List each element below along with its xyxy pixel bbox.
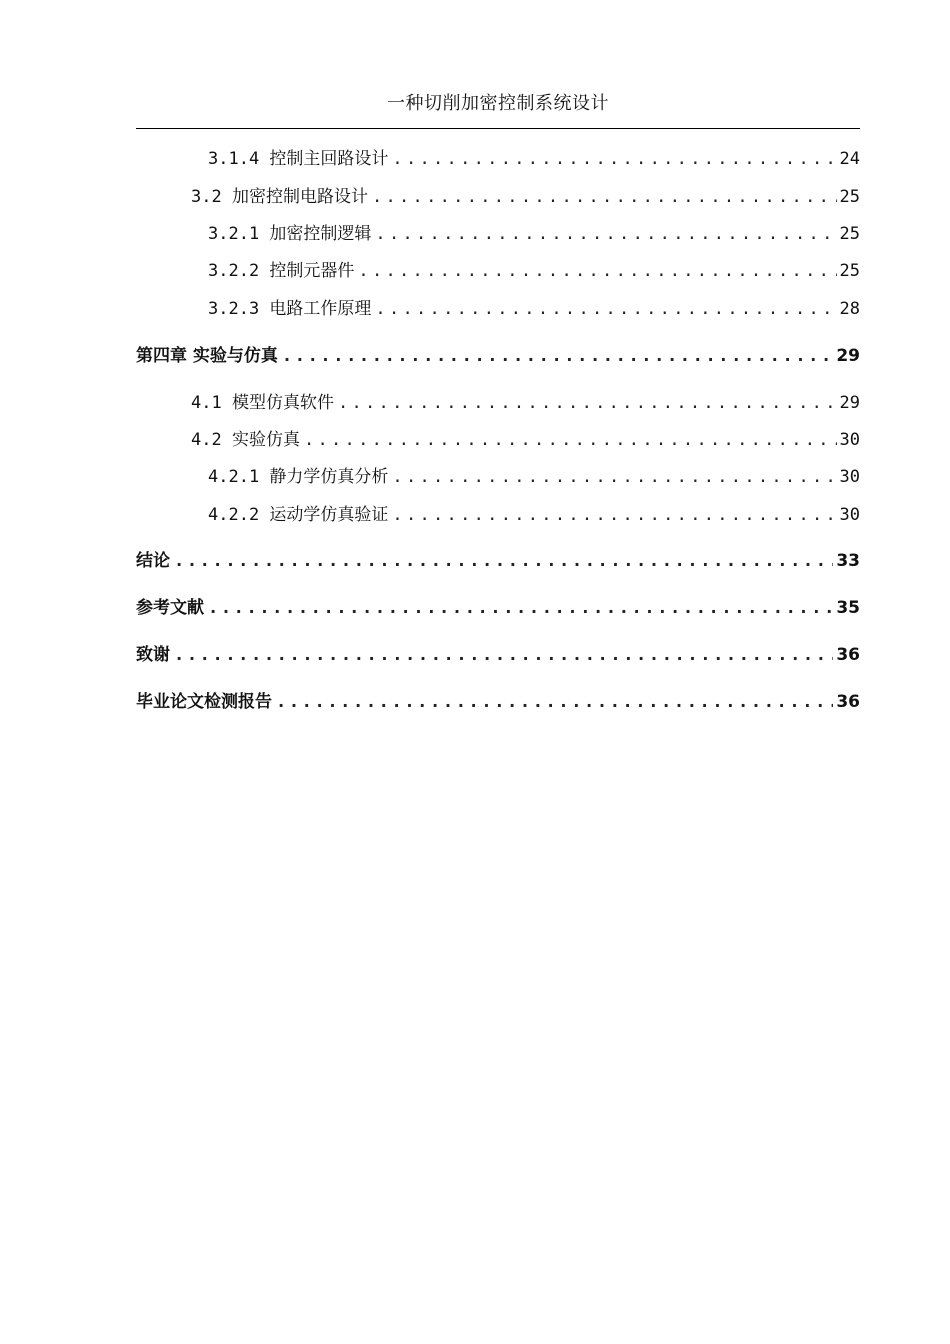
toc-entry-plagiarism-report[interactable] bbox=[0, 687, 860, 712]
toc-entry-page: 30 bbox=[839, 430, 860, 450]
toc-entry-label: 参考文献 bbox=[136, 598, 204, 618]
toc-entry-3-2[interactable] bbox=[0, 182, 860, 207]
toc-entry-label: 4.1 模型仿真软件 bbox=[191, 393, 334, 413]
toc-entry-label: 4.2.2 运动学仿真验证 bbox=[208, 505, 389, 525]
toc-entry-4-2[interactable] bbox=[0, 425, 860, 450]
toc-entry-page: 25 bbox=[839, 261, 860, 281]
toc-entry-4-1[interactable] bbox=[0, 388, 860, 413]
toc-leader-dots bbox=[208, 598, 833, 618]
page-header-title: 一种切削加密控制系统设计 bbox=[387, 93, 609, 114]
toc-entry-3-2-1[interactable] bbox=[0, 219, 860, 244]
toc-leader-dots bbox=[375, 224, 836, 244]
toc-entry-label: 4.2 实验仿真 bbox=[191, 430, 300, 450]
toc-entry-3-1-4[interactable] bbox=[0, 144, 860, 169]
toc-leader-dots bbox=[392, 149, 836, 169]
toc-entry-page: 24 bbox=[839, 149, 860, 169]
toc-entry-page: 36 bbox=[836, 692, 860, 712]
toc-leader-dots bbox=[372, 187, 837, 207]
toc-entry-page: 30 bbox=[839, 467, 860, 487]
toc-entry-label: 结论 bbox=[136, 551, 170, 571]
toc-entry-label: 3.1.4 控制主回路设计 bbox=[208, 149, 389, 169]
toc-entry-label: 3.2.2 控制元器件 bbox=[208, 261, 355, 281]
toc-leader-dots bbox=[174, 551, 833, 571]
toc-entry-label: 3.2 加密控制电路设计 bbox=[191, 187, 368, 207]
toc-entry-3-2-3[interactable] bbox=[0, 294, 860, 319]
toc-entry-page: 29 bbox=[839, 393, 860, 413]
toc-entry-4-2-1[interactable] bbox=[0, 462, 860, 487]
toc-entry-label: 3.2.1 加密控制逻辑 bbox=[208, 224, 372, 244]
toc-leader-dots bbox=[174, 645, 833, 665]
toc-entry-page: 29 bbox=[836, 346, 860, 366]
toc-entry-label: 4.2.1 静力学仿真分析 bbox=[208, 467, 389, 487]
toc-entry-page: 30 bbox=[839, 505, 860, 525]
toc-entry-conclusion[interactable] bbox=[0, 546, 860, 571]
toc-entry-3-2-2[interactable] bbox=[0, 256, 860, 281]
toc-leader-dots bbox=[276, 692, 833, 712]
toc-entry-label: 致谢 bbox=[136, 645, 170, 665]
toc-leader-dots bbox=[358, 261, 836, 281]
toc-entry-page: 33 bbox=[836, 551, 860, 571]
toc-entry-4-2-2[interactable] bbox=[0, 500, 860, 525]
toc-leader-dots bbox=[282, 346, 833, 366]
toc-entry-label: 3.2.3 电路工作原理 bbox=[208, 299, 372, 319]
toc-leader-dots bbox=[338, 393, 837, 413]
toc-leader-dots bbox=[375, 299, 836, 319]
toc-entry-acknowledgements[interactable] bbox=[0, 640, 860, 665]
toc-entry-page: 35 bbox=[836, 598, 860, 618]
toc-entry-label: 第四章 实验与仿真 bbox=[136, 346, 278, 366]
header-divider bbox=[136, 128, 860, 129]
toc-entry-page: 25 bbox=[839, 187, 860, 207]
toc-leader-dots bbox=[392, 505, 836, 525]
toc-entry-page: 25 bbox=[839, 224, 860, 244]
toc-entry-chapter-4[interactable] bbox=[0, 341, 860, 366]
toc-entry-page: 28 bbox=[839, 299, 860, 319]
toc-entry-page: 36 bbox=[836, 645, 860, 665]
toc-entry-label: 毕业论文检测报告 bbox=[136, 692, 272, 712]
toc-entry-references[interactable] bbox=[0, 593, 860, 618]
toc-leader-dots bbox=[392, 467, 836, 487]
toc-leader-dots bbox=[304, 430, 837, 450]
